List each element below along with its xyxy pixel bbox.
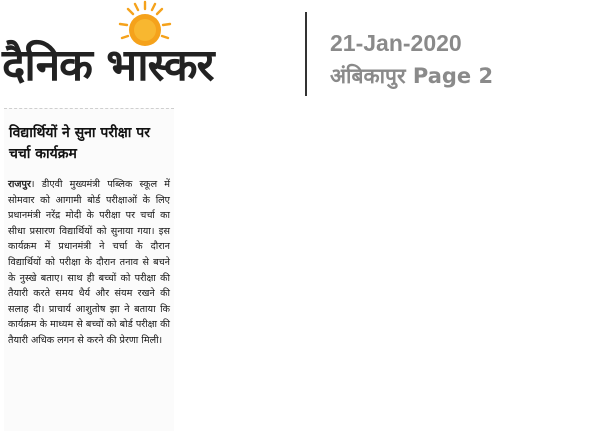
brand-logo-text: दैनिक भास्कर: [2, 40, 214, 91]
dateline-separator: ।: [30, 179, 42, 190]
news-clipping: [4, 108, 174, 431]
article-body-text: डीएवी मुख्यमंत्री पब्लिक स्कूल में सोमवार को आगामी बोर्ड परीक्षाओं के लिए प्रधानमंत्री नरेंद्र मोदी के परीक्षा पर चर्चा का सीधा प्रसारण विद्यार्थियों को सुनाया गया। इस कार्यक्रम में प्रधानमंत्री ने चर्चा के दौरान विद्यार्थियों को परीक्षा के दौरान तनाव से बचने के नुस्खे बताए। साथ ही बच्चों को परीक्षा की तैयारी करते समय धैर्य और संयम रखने की सलाह दी। प्राचार्य आशुतोष झा ने बताया कि कार्यक्रम के माध्यम से बच्चों को बोर्ड परीक्षा की तैयारी अधिक लगन से करने की प्रेरणा मिली।: [8, 179, 170, 346]
edition-date: 21-Jan-2020: [330, 30, 462, 56]
article-body: [8, 177, 170, 349]
article-headline: विद्यार्थियों ने सुना परीक्षा पर चर्चा कार्यक्रम: [9, 125, 150, 162]
edition-page-label: अंबिकापुर Page 2: [330, 64, 494, 88]
masthead: [0, 0, 612, 106]
article-dateline: राजपुर: [8, 179, 31, 190]
header-divider: [305, 12, 307, 96]
